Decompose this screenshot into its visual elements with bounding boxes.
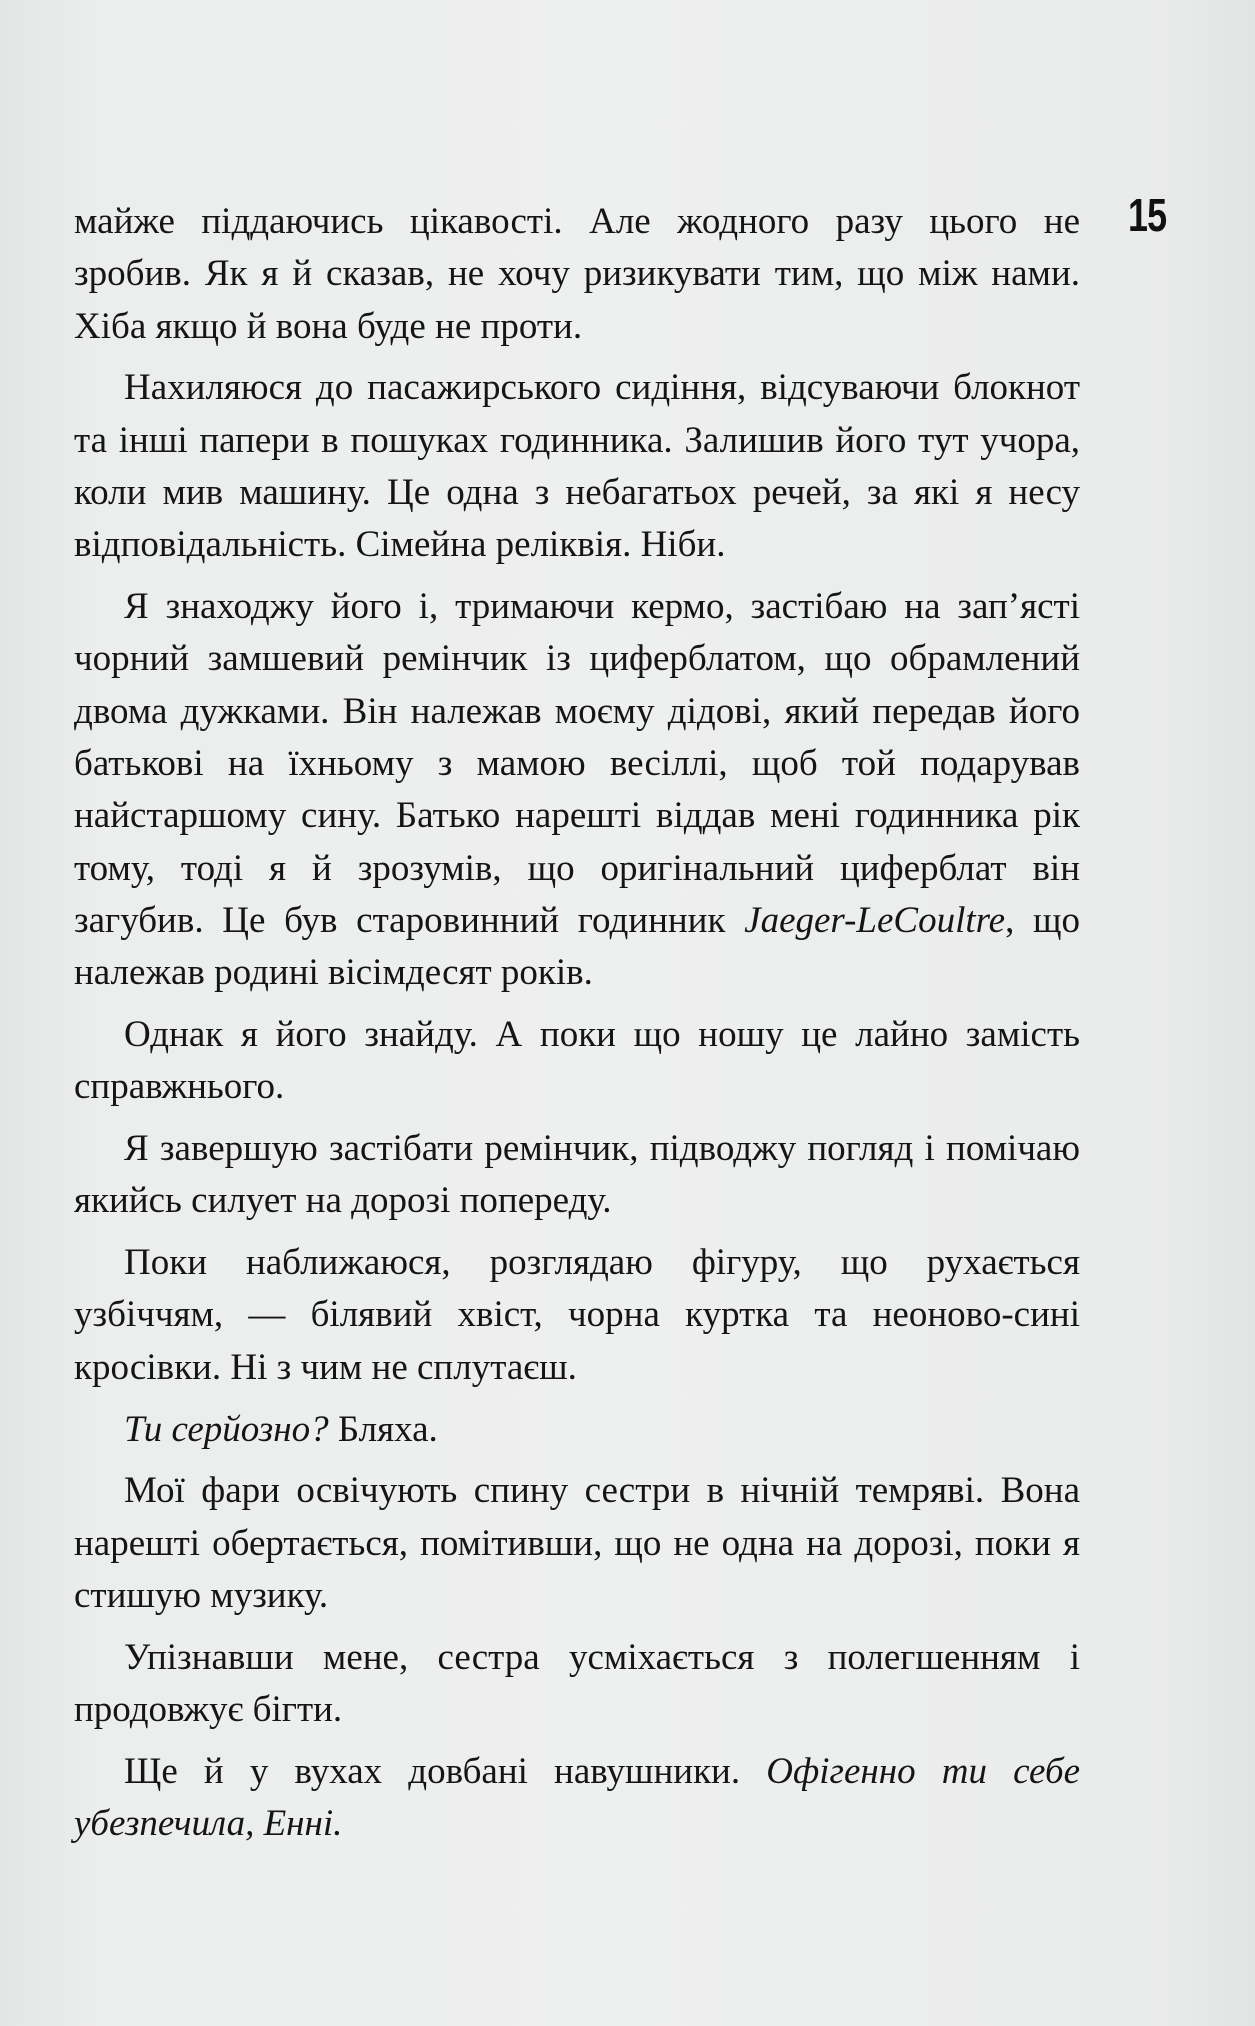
paragraph-5-text: Я завершую застібати ремінчик, підводжу погляд і помічаю якийсь силует на дорозі попереду. [74,1128,1080,1222]
paragraph-2 [74,362,1080,571]
paragraph-4-text: Однак я його знайду. А поки що ношу це лайно замість справжнього. [74,1013,1080,1108]
paragraph-10 [74,1746,1080,1851]
paragraph-7-text: Бляха. [328,1408,438,1450]
paragraph-3 [74,581,1080,999]
paragraph-9-text: Упізнавши мене, сестра усміхається з полегшенням і продовжує бігти. [74,1636,1080,1731]
paragraph-6-text: Поки наближаюся, розглядаю фігуру, що рухається узбіччям, — білявий хвіст, чорна куртка та неоново-сині кросівки. Ні з чим не сплутаєш. [74,1242,1080,1388]
paragraph-7 [74,1404,1080,1456]
paragraph-10-text: Ще й у вухах довбані навушники. [124,1750,767,1792]
paragraph-4 [74,1009,1080,1114]
paragraph-5 [74,1123,1080,1228]
paragraph-8 [74,1465,1080,1622]
watch-brand: Jaeger-LeCoultre [744,899,1006,941]
paragraph-8-text: Мої фари освічують спину сестри в нічній темряві. Вона нарешті обертається, помітивши, що не одна на дорозі, поки я стишую музику. [74,1470,1080,1616]
page-text [74,196,1080,1860]
paragraph-9 [74,1632,1080,1737]
paragraph-3-text-a: Я знаходжу його і, тримаючи кермо, застібаю на зап’ясті чорний замшевий ремінчик із циферблатом, що обрамлений двома дужками. Він належав моєму дідові, який передав його батькові на їхньому з мамою весіллі, щоб той подарував найстаршому сину. Батько нарешті віддав мені годинника рік тому, тоді я й зрозумів, що оригінальний циферблат він загубив. Це був старовинний годинник [74,586,1080,941]
paragraph-7-italic: Ти серйозно? [124,1408,329,1450]
paragraph-2-text: Нахиляюся до пасажирського сидіння, відсуваючи блокнот та інші папери в пошуках годинника. Залишив його тут учора, коли мив машину. Це одна з небагатьох речей, за які я несу відповідальність. Сімейна реліквія. Ніби. [74,367,1080,566]
paragraph-3-text-b: , що належав родині вісімдесят років. [74,899,1080,994]
paragraph-1-text: майже піддаючись цікавості. Але жодного разу цього не зробив. Як я й сказав, не хочу ризикувати тим, що між нами. Хіба якщо й вона буде не проти. [74,201,1080,347]
page-number: 15 [1128,189,1167,241]
paragraph-10-italic: Офігенно ти себе убезпечила, Енні. [74,1750,1080,1845]
paragraph-6 [74,1237,1080,1394]
paragraph-1 [74,196,1080,353]
